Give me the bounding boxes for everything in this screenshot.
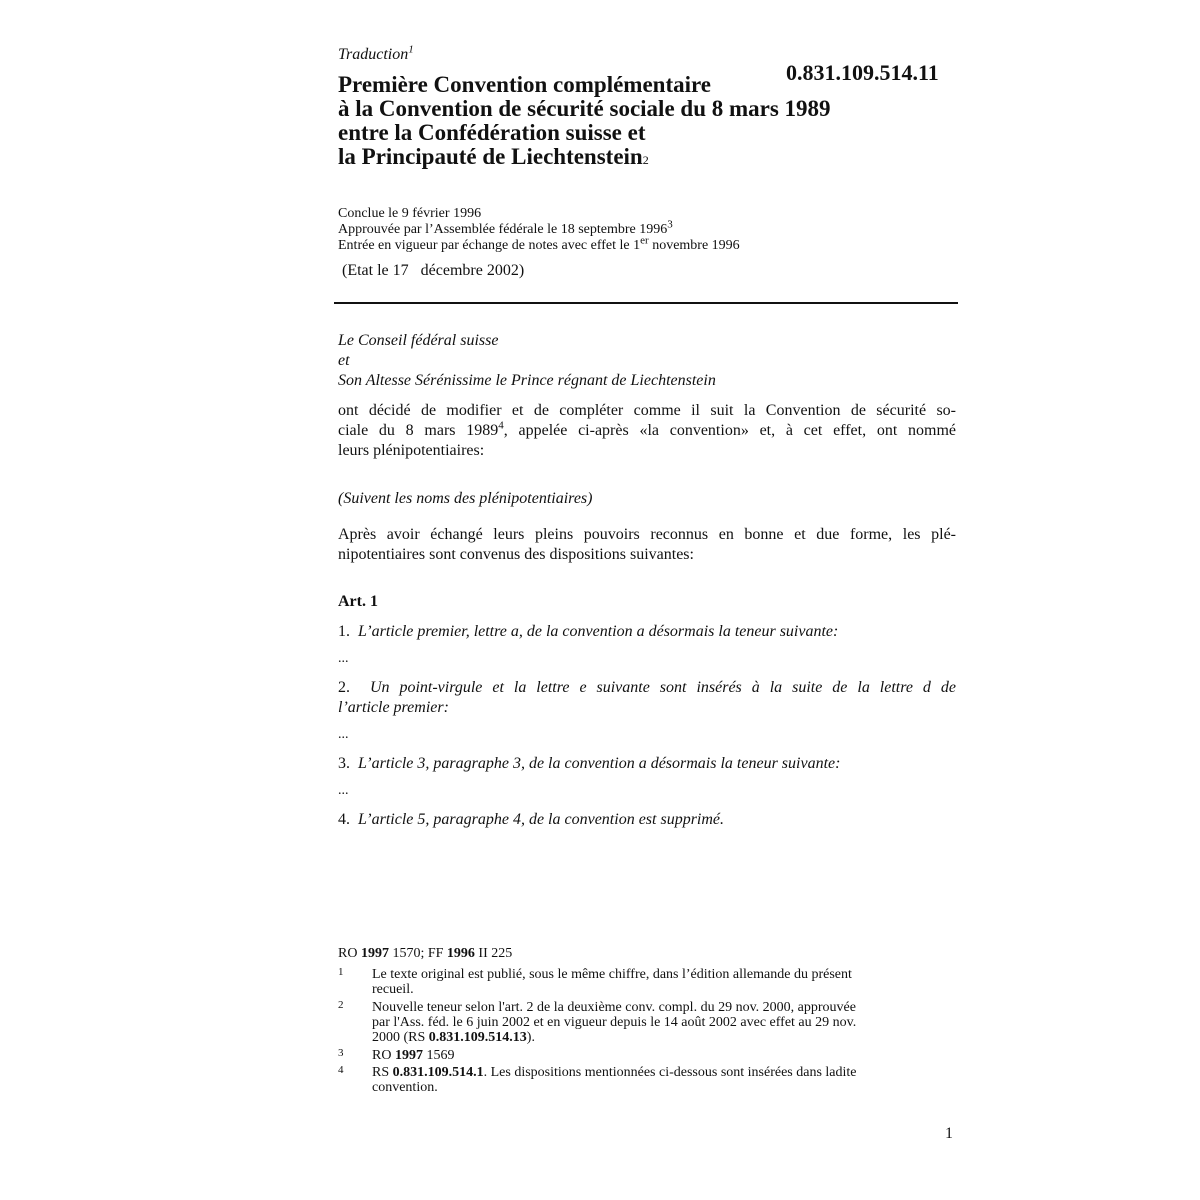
footnote-3-prefix: RO [372, 1048, 395, 1063]
conclusion-date: Conclue le 9 février 1996 [338, 206, 482, 221]
item-number-3: 3. [338, 755, 350, 772]
preamble-line-2 [338, 421, 956, 441]
footnote-3-line-1 [372, 1048, 958, 1063]
contracting-parties [338, 331, 716, 391]
source-ro: RO [338, 946, 361, 961]
footnote-2-line-2: par l'Ass. féd. le 6 juin 2002 et en vigueur depuis le 14 août 2002 avec effet au 29 nov. [372, 1015, 857, 1030]
approval-date [338, 218, 740, 238]
preamble-line-3: leurs plénipotentiaires: [338, 442, 485, 459]
plenipotentiaries-note: (Suivent les noms des plénipotentiaires) [338, 490, 593, 507]
agreement-line-2: nipotentiaires sont convenus des dispositions suivantes: [338, 546, 694, 563]
footnote-2-line-1: Nouvelle teneur selon l'art. 2 de la deuxième conv. compl. du 29 nov. 2000, approuvée [372, 1000, 856, 1015]
footnote-1-line-1: Le texte original est publié, sous le même chiffre, dans l’édition allemande du présent [372, 967, 852, 982]
item-text-4: L’article 5, paragraphe 4, de la convention est supprimé. [358, 811, 725, 828]
footnote-4-number: 4 [338, 1064, 344, 1076]
item-number-4: 4. [338, 811, 350, 828]
item-text-3: L’article 3, paragraphe 3, de la convention a désormais la teneur suivante: [358, 755, 841, 772]
footnote-3-number: 3 [338, 1047, 344, 1059]
preamble-line-1: ont décidé de modifier et de compléter comme il suit la Convention de sécurité so- [338, 402, 956, 419]
publication-source [338, 946, 512, 962]
status-date: (Etat le 17 décembre 2002) [342, 262, 525, 279]
item-text-2b: l’article premier: [338, 699, 449, 716]
footnote-1-text [372, 967, 958, 997]
footnote-2-line-3 [372, 1030, 958, 1045]
title-line-2: à la Convention de sécurité sociale du 8 mars 1989 [338, 96, 831, 121]
party-switzerland: Le Conseil fédéral suisse [338, 332, 499, 349]
title-line-3: entre la Confédération suisse et [338, 120, 646, 145]
sr-number: 0.831.109.514.11 [786, 60, 939, 85]
footnote-2-rs-number: 0.831.109.514.13 [428, 1030, 527, 1045]
header-divider [334, 302, 958, 304]
footnote-4-prefix: RS [372, 1065, 393, 1080]
traduction-text: Traduction [338, 46, 409, 63]
party-liechtenstein: Son Altesse Sérénissime le Prince régnant de Liechtenstein [338, 372, 716, 389]
document-meta [338, 206, 740, 254]
item-number-2: 2. [338, 679, 350, 696]
page-number: 1 [945, 1125, 953, 1142]
footnote-4-rs-number: 0.831.109.514.1 [392, 1065, 484, 1080]
preamble-line-2-prefix: ciale du 8 mars 1989 [338, 422, 499, 439]
source-ff-year: 1996 [446, 946, 475, 961]
title-line-4 [338, 145, 898, 172]
footnote-4-suffix: . Les dispositions mentionnées ci-dessous sont insérées dans ladite [483, 1065, 857, 1080]
entry-into-force [338, 234, 740, 254]
footnote-3-text [372, 1048, 958, 1063]
footnote-4-line-1 [372, 1065, 958, 1080]
footnote-1-line-2: recueil. [372, 982, 414, 997]
preamble-paragraph [338, 401, 956, 461]
source-mid: 1570; FF [388, 946, 447, 961]
party-conjunction: et [338, 352, 350, 369]
document-title [338, 73, 898, 172]
omitted-text-3: ... [338, 783, 349, 798]
footnote-3-suffix: 1569 [422, 1048, 455, 1063]
approval-text: Approuvée par l’Assemblée fédérale le 18 septembre 1996 [338, 222, 668, 237]
traduction-label [338, 43, 414, 64]
footnote-ref-2[interactable]: 2 [642, 153, 649, 167]
entry-suffix: novembre 1996 [648, 238, 740, 253]
footnote-ref-3[interactable]: 3 [667, 218, 673, 231]
article-item-3 [338, 754, 956, 774]
footnote-2-number: 2 [338, 999, 344, 1011]
footnote-2-text [372, 1000, 958, 1045]
item-text-1: L’article premier, lettre a, de la convention a désormais la teneur suivante: [358, 623, 839, 640]
article-item-1 [338, 622, 956, 642]
agreement-line-1: Après avoir échangé leurs pleins pouvoirs reconnus en bonne et due forme, les plé- [338, 526, 956, 543]
article-heading: Art. 1 [338, 593, 378, 610]
article-item-2 [338, 678, 956, 718]
footnote-ref-1[interactable]: 1 [408, 43, 414, 56]
preamble-line-2-suffix: , appelée ci-après «la convention» et, à cet effet, ont nommé [503, 422, 957, 439]
article-item-4 [338, 810, 956, 830]
item-2-line-1 [338, 678, 956, 698]
title-line-1: Première Convention complémentaire [338, 72, 712, 97]
entry-prefix: Entrée en vigueur par échange de notes avec effet le 1 [338, 238, 641, 253]
title-line-4-text: la Principauté de Liechtenstein [338, 144, 643, 169]
footnote-2-line-3-suffix: ). [526, 1030, 535, 1045]
footnote-2-line-3-prefix: 2000 (RS [372, 1030, 429, 1045]
footnote-4-line-2: convention. [372, 1080, 438, 1095]
source-ro-year: 1997 [360, 946, 389, 961]
item-text-2a: Un point-virgule et la lettre e suivante sont insérés à la suite de la lettre d de [369, 679, 956, 696]
omitted-text-2: ... [338, 727, 349, 742]
agreement-paragraph [338, 525, 956, 565]
footnote-ref-4[interactable]: 4 [498, 419, 504, 432]
entry-sup: er [640, 234, 649, 247]
source-suffix: II 225 [474, 946, 513, 961]
footnote-1-number: 1 [338, 966, 344, 978]
item-number-1: 1. [338, 623, 350, 640]
footnote-4-text [372, 1065, 958, 1095]
footnote-3-year: 1997 [394, 1048, 423, 1063]
omitted-text-1: ... [338, 651, 349, 666]
